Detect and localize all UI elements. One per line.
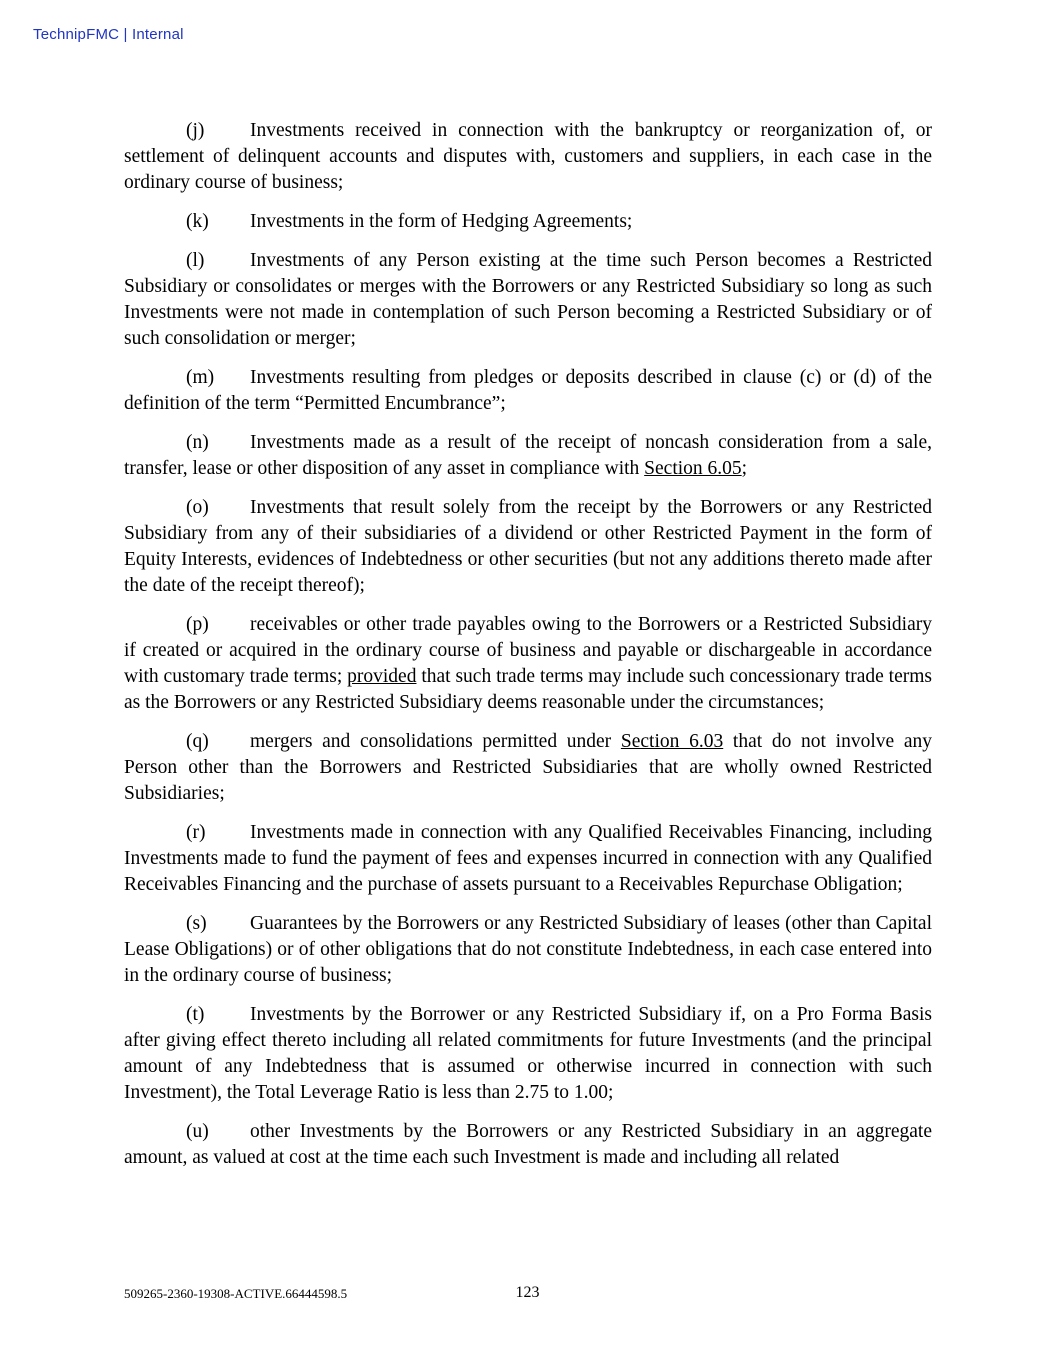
paragraph xyxy=(124,209,932,235)
paragraph xyxy=(124,729,932,807)
clause-letter: (r) xyxy=(186,822,206,843)
text-run: Investments that result solely from the receipt by the Borrowers or any Restricted Subsidiary from any of their subsidiaries of a dividend or other Restricted Payment in the form of Equity Interests, evidences of Indebtedness or other securities (but not any additions thereto made after the date of the receipt thereof); xyxy=(124,497,932,596)
text-run: that such trade terms may include such concessionary trade terms as the Borrowers or any Restricted Subsidiary deems reasonable under the circumstances; xyxy=(124,666,933,713)
clause-letter: (q) xyxy=(186,731,209,752)
clause-letter: (p) xyxy=(186,614,209,635)
text-run: receivables or other trade payables owing to the Borrowers or a Restricted Subsidiary if created or acquired in the ordinary course of business and payable or dischargeable in accordance with customary trade terms; xyxy=(124,614,932,687)
text-run: mergers and consolidations permitted under xyxy=(250,731,621,752)
underlined-text-run: Section 6.05 xyxy=(644,458,742,479)
footer-doc-id: 509265-2360-19308-ACTIVE.66444598.5 xyxy=(124,1286,348,1301)
paragraph xyxy=(124,1119,932,1171)
paragraph xyxy=(124,911,932,989)
clause-letter: (n) xyxy=(186,432,209,453)
text-run: Investments by the Borrower or any Restricted Subsidiary if, on a Pro Forma Basis after giving effect thereto including all related commitments for future Investments (and the principal amount of any Indebtedness that is assumed or otherwise incurred in connection with such Investment), the Total Leverage Ratio is less than 2.75 to 1.00; xyxy=(124,1004,932,1103)
footer-page-number: 123 xyxy=(515,1284,540,1301)
clause-letter: (s) xyxy=(186,913,207,934)
paragraph xyxy=(124,1002,932,1106)
clause-letter: (m) xyxy=(186,367,215,388)
paragraph xyxy=(124,430,932,482)
text-run: Investments made as a result of the receipt of noncash consideration from a sale, transfer, lease or other disposition of any asset in compliance with xyxy=(124,432,932,479)
text-run: ; xyxy=(741,458,748,479)
text-run: Guarantees by the Borrowers or any Restricted Subsidiary of leases (other than Capital Lease Obligations) or of other obligations that do not constitute Indebtedness, in each case entered into in the ordinary course of business; xyxy=(124,913,932,986)
clause-letter: (t) xyxy=(186,1004,205,1025)
text-run: that do not involve any Person other than the Borrowers and Restricted Subsidiaries that are wholly owned Restricted Subsidiaries; xyxy=(124,731,933,804)
text-run: other Investments by the Borrowers or any Restricted Subsidiary in an aggregate amount, as valued at cost at the time each such Investment is made and including all related xyxy=(124,1121,932,1168)
underlined-text-run: Section 6.03 xyxy=(620,731,724,752)
classification-header: TechnipFMC | Internal xyxy=(33,26,184,43)
clause-letter: (l) xyxy=(186,250,205,271)
text-run: Investments of any Person existing at the time such Person becomes a Restricted Subsidiary or consolidates or merges with the Borrowers or any Restricted Subsidiary so long as such Investments were not made in contemplation of such Person becoming a Restricted Subsidiary or of such consolidation or merger; xyxy=(124,250,932,349)
text-run: Investments in the form of Hedging Agreements; xyxy=(250,211,633,232)
clause-letter: (k) xyxy=(186,211,209,232)
document-body xyxy=(124,118,932,1171)
paragraph xyxy=(124,820,932,898)
paragraph xyxy=(124,612,932,716)
underlined-text-run: provided xyxy=(347,666,417,687)
text-run: Investments received in connection with the bankruptcy or reorganization of, or settlement of delinquent accounts and disputes with, customers and suppliers, in each case in the ordinary course of business; xyxy=(124,120,932,193)
paragraph xyxy=(124,495,932,599)
paragraph xyxy=(124,365,932,417)
clause-letter: (o) xyxy=(186,497,209,518)
clause-letter: (j) xyxy=(186,120,205,141)
paragraph xyxy=(124,118,932,196)
text-run: Investments made in connection with any Qualified Receivables Financing, including Investments made to fund the payment of fees and expenses incurred in connection with any Qualified Receivables Financing and the purchase of assets pursuant to a Receivables Repurchase Obligation; xyxy=(124,822,932,895)
paragraph xyxy=(124,248,932,352)
text-run: Investments resulting from pledges or deposits described in clause (c) or (d) of the definition of the term “Permitted Encumbrance”; xyxy=(124,367,932,414)
clause-letter: (u) xyxy=(186,1121,209,1142)
